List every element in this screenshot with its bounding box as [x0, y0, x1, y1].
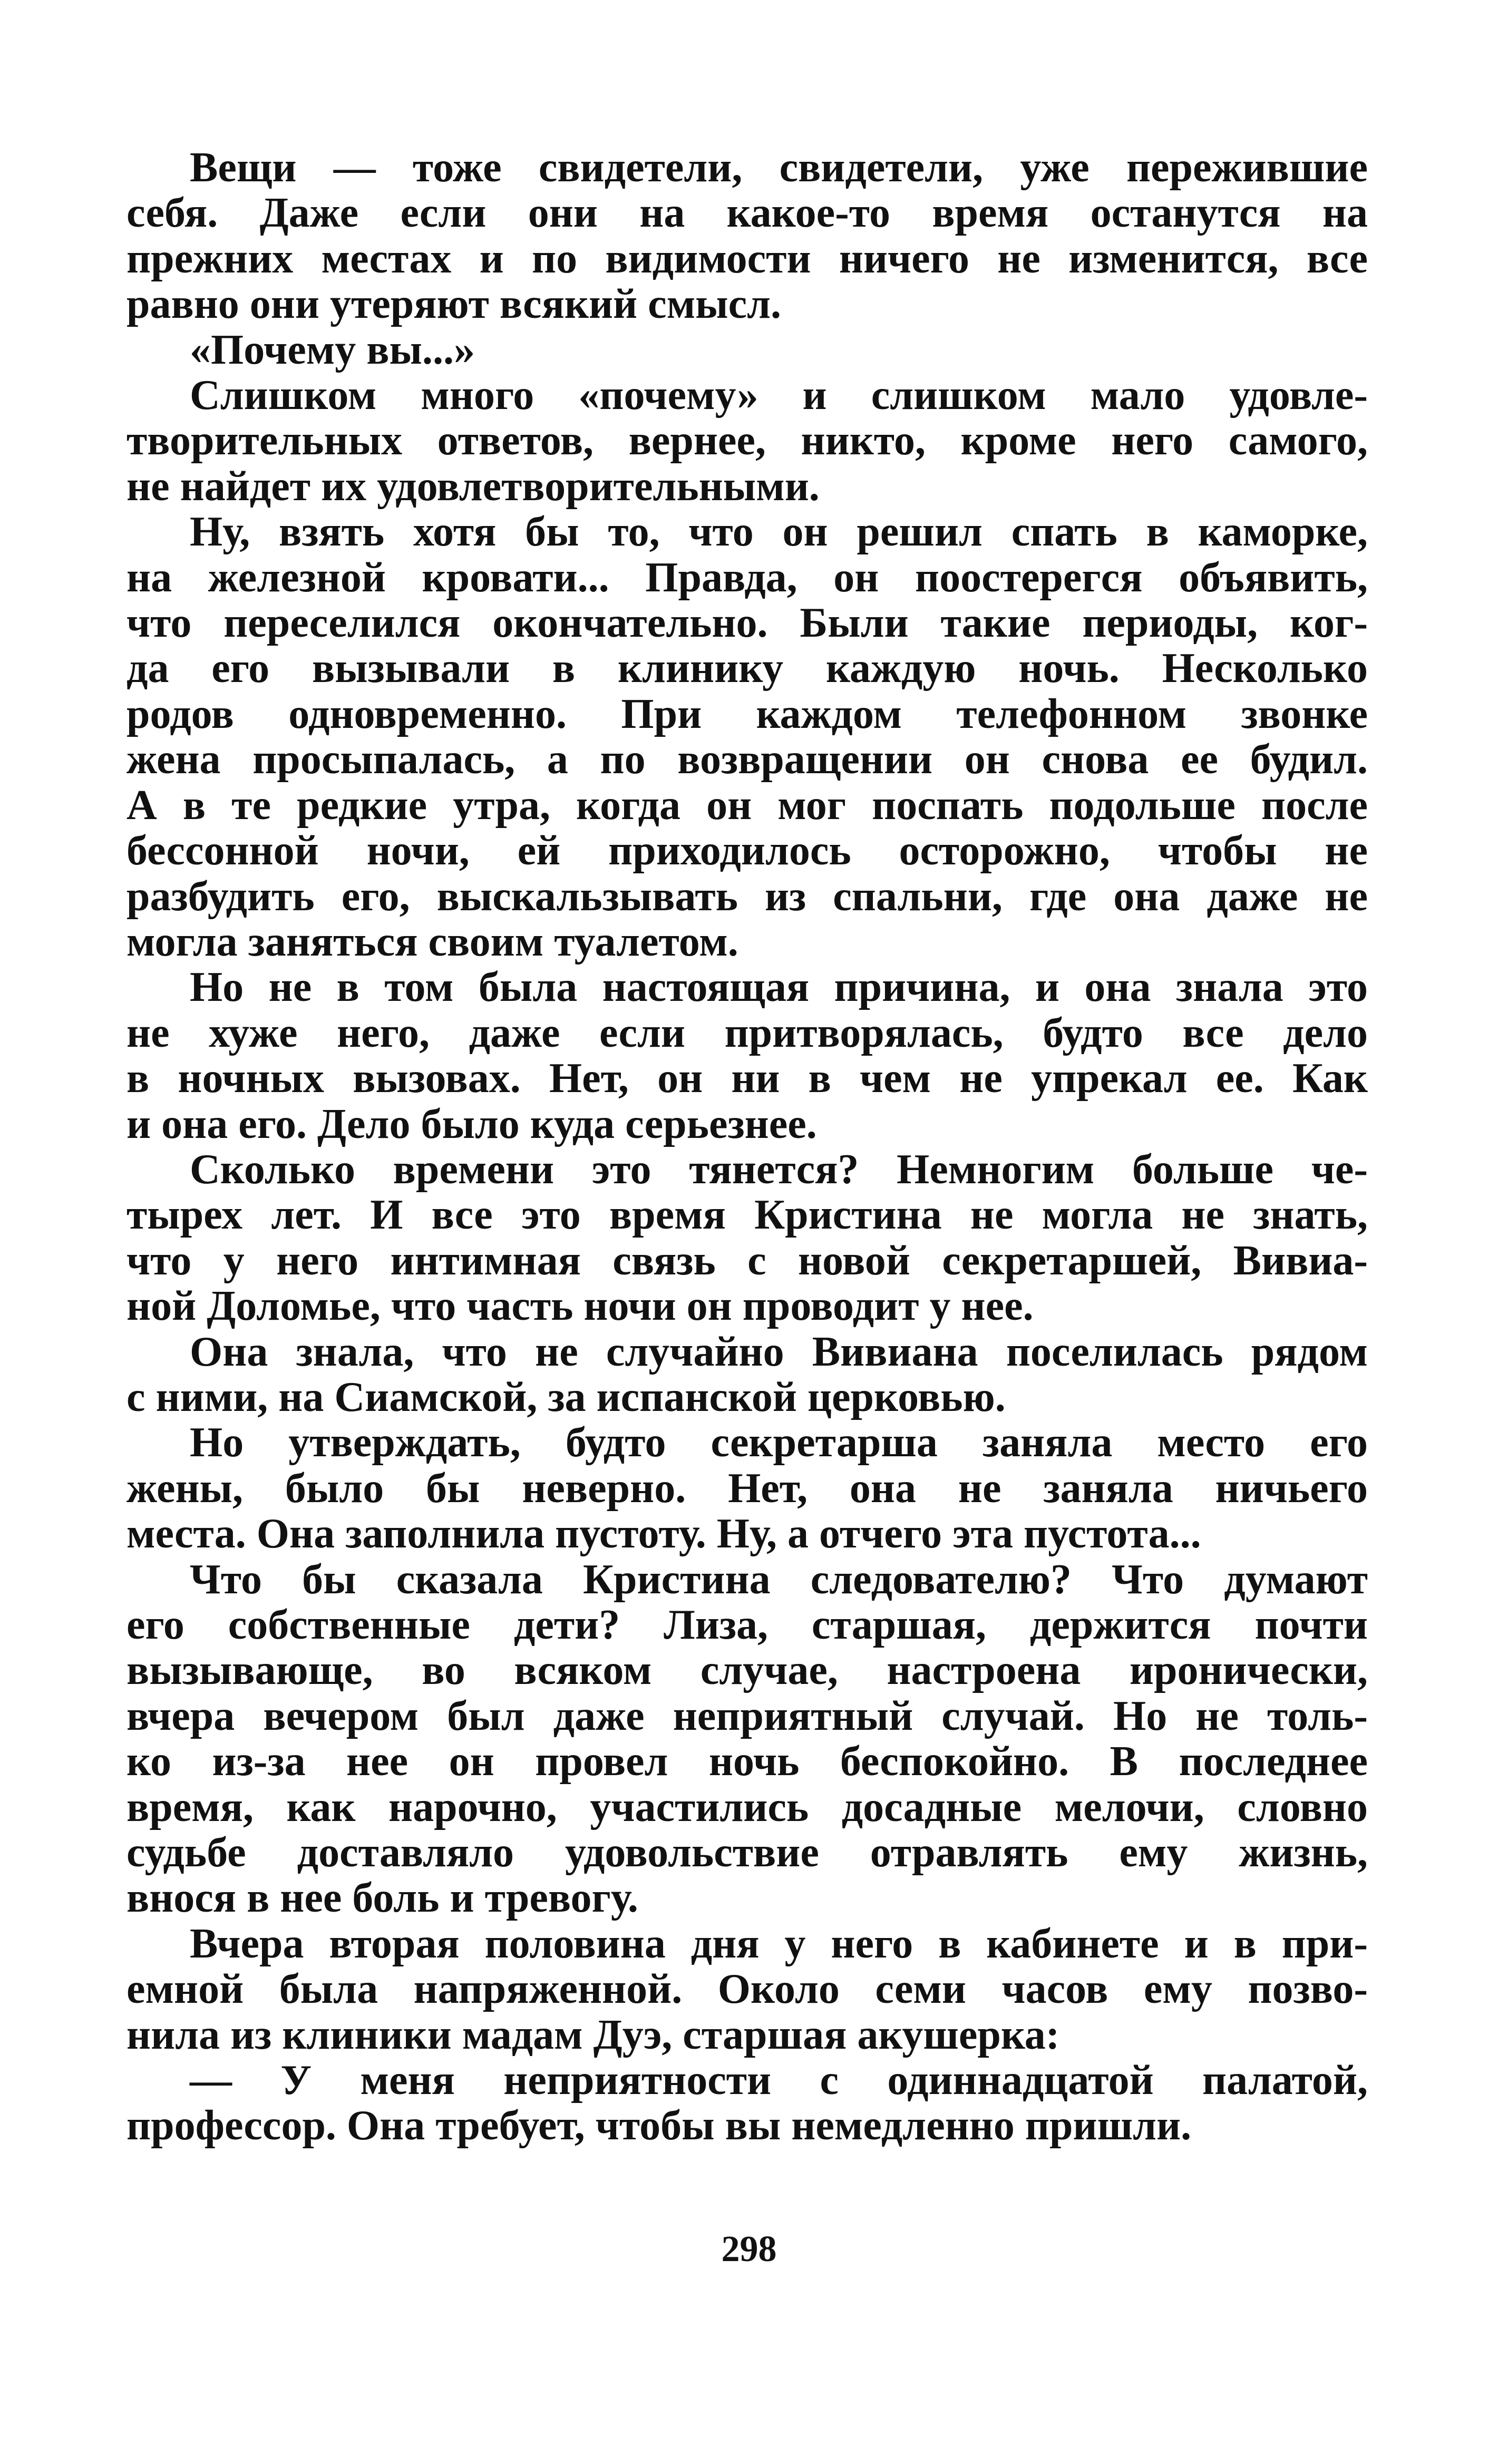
text-line: жены, было бы неверно. Нет, она не заняла ничьего: [127, 1465, 1368, 1512]
text-line: судьбе доставляло удовольствие отравлять ему жизнь,: [127, 1829, 1368, 1876]
text-line: творительных ответов, вернее, никто, кроме него самого,: [127, 417, 1368, 464]
paragraph: [127, 1557, 1368, 1921]
text-line: профессор. Она требует, чтобы вы немедленно пришли.: [127, 2102, 1192, 2149]
text-line: Вчера вторая половина дня у него в кабинете и в при-: [190, 1920, 1368, 1967]
text-line: нила из клиники мадам Дуэ, старшая акушерка:: [127, 2011, 1060, 2058]
text-line: не найдет их удовлетворительными.: [127, 463, 820, 510]
text-line: родов одновременно. При каждом телефонном звонке: [127, 690, 1368, 737]
text-line: что переселился окончательно. Были такие периоды, ког-: [127, 600, 1368, 647]
page-number: 298: [721, 2229, 777, 2270]
text-line: вызывающе, во всяком случае, настроена иронически,: [127, 1647, 1368, 1694]
paragraph: [127, 145, 1368, 327]
paragraph: [127, 1147, 1368, 1329]
body-text: [127, 145, 1368, 2149]
text-line: не хуже него, даже если притворялась, будто все дело: [127, 1009, 1368, 1056]
text-line: вчера вечером был даже неприятный случай. Но не толь-: [127, 1692, 1368, 1739]
text-line: внося в нее боль и тревогу.: [127, 1875, 638, 1922]
paragraph: [127, 1420, 1368, 1556]
text-line: разбудить его, выскальзывать из спальни, где она даже не: [127, 873, 1368, 920]
paragraph: [127, 1329, 1368, 1420]
text-line: в ночных вызовах. Нет, он ни в чем не упрекал ее. Как: [127, 1055, 1368, 1102]
text-line: могла заняться своим туалетом.: [127, 918, 738, 965]
text-line: бессонной ночи, ей приходилось осторожно, чтобы не: [127, 827, 1368, 874]
text-line: прежних местах и по видимости ничего не изменится, все: [127, 235, 1368, 282]
text-line: места. Она заполнила пустоту. Ну, а отчего эта пустота...: [127, 1511, 1201, 1557]
text-line: ко из-за нее он провел ночь беспокойно. В последнее: [127, 1738, 1368, 1785]
text-line: емной была напряженной. Около семи часов ему позво-: [127, 1966, 1368, 2013]
text-line: Слишком много «почему» и слишком мало удовле-: [190, 372, 1368, 419]
text-line: Но утверждать, будто секретарша заняла место его: [190, 1419, 1368, 1466]
text-line: Сколько времени это тянется? Немногим больше че-: [190, 1146, 1368, 1193]
text-line: Ну, взять хотя бы то, что он решил спать в каморке,: [190, 509, 1368, 556]
text-line: его собственные дети? Лиза, старшая, держится почти: [127, 1602, 1368, 1648]
text-line: на железной кровати... Правда, он поостерегся объявить,: [127, 554, 1368, 601]
text-line: время, как нарочно, участились досадные мелочи, словно: [127, 1784, 1368, 1830]
text-line: себя. Даже если они на какое-то время останутся на: [127, 190, 1368, 237]
text-line: «Почему вы...»: [190, 326, 475, 373]
paragraph: [127, 2058, 1368, 2149]
text-line: да его вызывали в клинику каждую ночь. Несколько: [127, 645, 1368, 692]
text-line: Она знала, что не случайно Вивиана поселилась рядом: [190, 1328, 1368, 1375]
paragraph: [127, 965, 1368, 1147]
text-line: равно они утеряют всякий смысл.: [127, 281, 782, 328]
text-line: тырех лет. И все это время Кристина не могла не знать,: [127, 1192, 1368, 1239]
text-line: что у него интимная связь с новой секретаршей, Вивиа-: [127, 1237, 1368, 1284]
paragraph: [127, 509, 1368, 965]
text-line: Но не в том была настоящая причина, и она знала это: [190, 964, 1368, 1011]
text-line: Что бы сказала Кристина следователю? Что думают: [190, 1556, 1368, 1603]
text-line: ной Доломье, что часть ночи он проводит у нее.: [127, 1283, 1034, 1330]
text-line: А в те редкие утра, когда он мог поспать подольше после: [127, 782, 1368, 829]
paragraph: [127, 327, 1368, 373]
text-line: и она его. Дело было куда серьезнее.: [127, 1100, 817, 1147]
paragraph: [127, 1921, 1368, 2058]
text-line: — У меня неприятности с одиннадцатой палатой,: [190, 2057, 1368, 2104]
text-line: Вещи — тоже свидетели, свидетели, уже пережившие: [190, 144, 1368, 191]
text-line: с ними, на Сиамской, за испанской церковью.: [127, 1374, 1006, 1420]
paragraph: [127, 373, 1368, 509]
text-line: жена просыпалась, а по возвращении он снова ее будил.: [127, 736, 1368, 783]
